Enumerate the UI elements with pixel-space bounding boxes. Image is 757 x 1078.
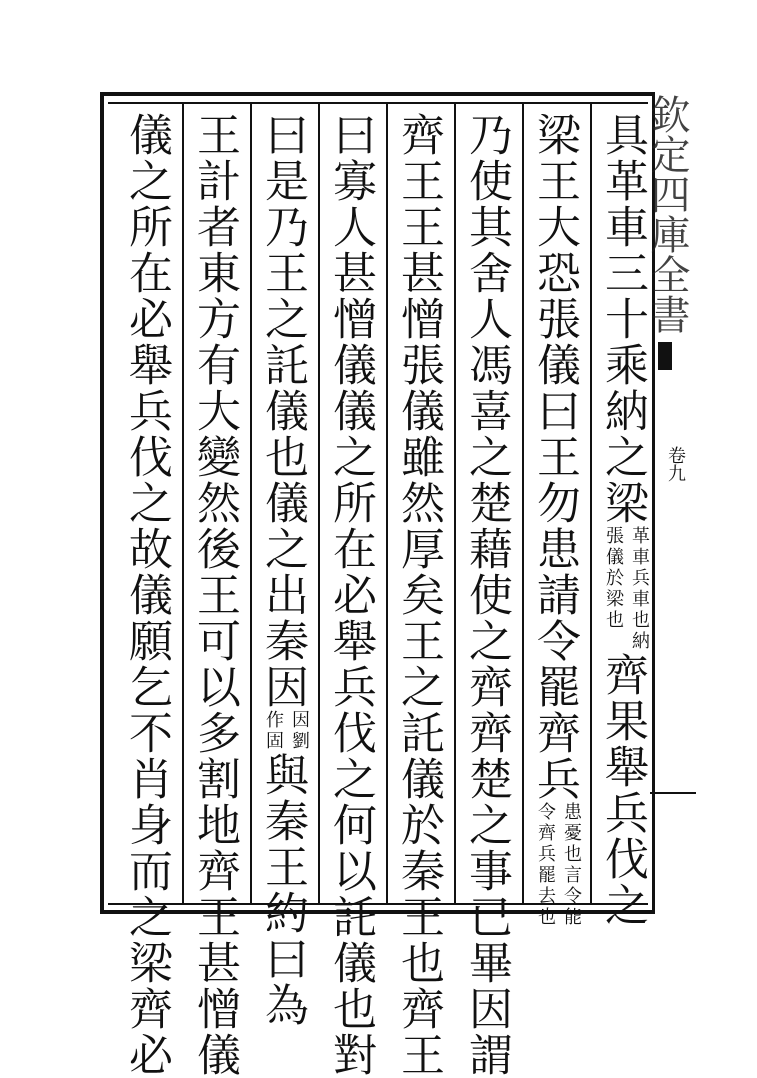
text-column-2 [524,112,584,928]
main-text: 曰是乃王之託儀也儀之出秦因 [257,112,308,710]
note-line: 張儀於梁也 [603,526,624,631]
text-column-7 [184,112,244,1078]
text-column-3 [456,112,516,1078]
main-text: 乃使其舍人馮喜之楚藉使之齊齊楚之事已畢因謂 [461,112,512,1078]
note-line: 因劉 [289,710,310,752]
text-column-8 [116,112,176,1078]
note-line: 令齊兵罷去也 [535,802,556,928]
commentary-note [256,710,312,752]
juan-number: 卷九 [665,446,686,482]
text-column-5 [320,112,380,1078]
text-column-1 [592,112,652,928]
main-text: 王計者東方有大變然後王可以多割地齊王甚憎儀 [189,112,240,1078]
commentary-note [596,526,652,652]
margin-tick [650,792,696,794]
main-text: 齊王王甚憎張儀雖然厚矣王之託儀於秦王也齊王 [393,112,444,1078]
frame-inner-top-rule [108,102,648,104]
note-line: 革車兵車也納 [629,526,650,652]
commentary-note [528,802,584,928]
spine-fish-tail-mark [658,342,672,370]
note-line: 作固 [263,710,284,752]
main-text-tail: 與秦王約曰為 [257,752,308,1028]
spine-title: 欽定四庫全書 [644,94,690,334]
text-column-4 [388,112,448,1078]
main-text: 梁王大恐張儀曰王勿患請令罷齊兵 [529,112,580,802]
main-text: 具革車三十乘納之梁 [597,112,648,526]
note-line: 患憂也言令能 [561,802,582,928]
main-text: 儀之所在必舉兵伐之故儀願乞不肖身而之梁齊必 [121,112,172,1078]
main-text: 曰寡人甚憎儀儀之所在必舉兵伐之何以託儀也對 [325,112,376,1078]
text-column-6 [252,112,312,1028]
main-text-tail: 齊果舉兵伐之 [597,652,648,928]
